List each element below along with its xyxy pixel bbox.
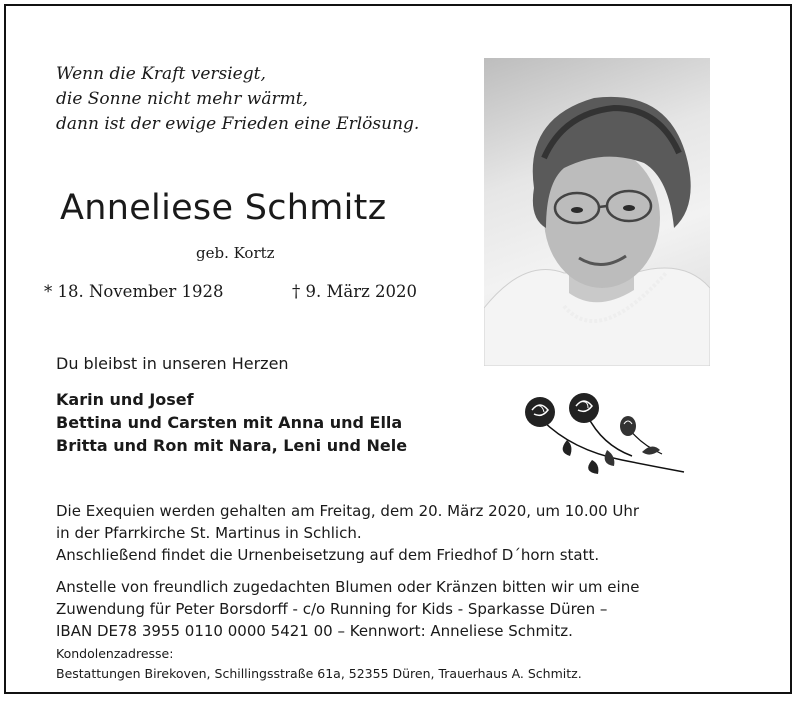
- portrait-illustration: [484, 58, 710, 366]
- poem-line: dann ist der ewige Frieden eine Erlösung.: [56, 114, 420, 134]
- birth-date: * 18. November 1928: [44, 282, 224, 301]
- donation-line: IBAN DE78 3955 0110 0000 5421 00 – Kennwort: Anneliese Schmitz.: [56, 622, 573, 640]
- death-date: † 9. März 2020: [292, 282, 418, 301]
- poem-line: Wenn die Kraft versiegt,: [56, 64, 266, 84]
- mourner-line: Bettina und Carsten mit Anna und Ella: [56, 413, 403, 432]
- mourners-intro: Du bleibst in unseren Herzen: [56, 354, 289, 373]
- donation-line: Zuwendung für Peter Borsdorff - c/o Running for Kids - Sparkasse Düren –: [56, 600, 608, 618]
- condolence-address-line: Bestattungen Birekoven, Schillingsstraße 61a, 52355 Düren, Trauerhaus A. Schmitz.: [56, 666, 582, 681]
- rose-icon: [512, 390, 692, 480]
- poem: [56, 62, 456, 137]
- poem-line: die Sonne nicht mehr wärmt,: [56, 89, 308, 109]
- condolence-address: [56, 644, 582, 684]
- condolence-label: Kondolenzadresse:: [56, 646, 174, 661]
- mourner-line: Britta und Ron mit Nara, Leni und Nele: [56, 436, 408, 455]
- donation-request: [56, 576, 776, 642]
- mourners-list: [56, 388, 407, 457]
- service-line: Die Exequien werden gehalten am Freitag, dem 20. März 2020, um 10.00 Uhr: [56, 502, 640, 520]
- donation-line: Anstelle von freundlich zugedachten Blumen oder Kränzen bitten wir um eine: [56, 578, 640, 596]
- deceased-name: Anneliese Schmitz: [60, 188, 387, 228]
- portrait-photo: [484, 58, 710, 366]
- service-details: [56, 500, 776, 566]
- maiden-name: geb. Kortz: [196, 244, 275, 262]
- service-line: in der Pfarrkirche St. Martinus in Schlich.: [56, 524, 362, 542]
- mourner-line: Karin und Josef: [56, 390, 194, 409]
- service-line: Anschließend findet die Urnenbeisetzung auf dem Friedhof D´horn statt.: [56, 546, 600, 564]
- roses-illustration: [512, 390, 692, 484]
